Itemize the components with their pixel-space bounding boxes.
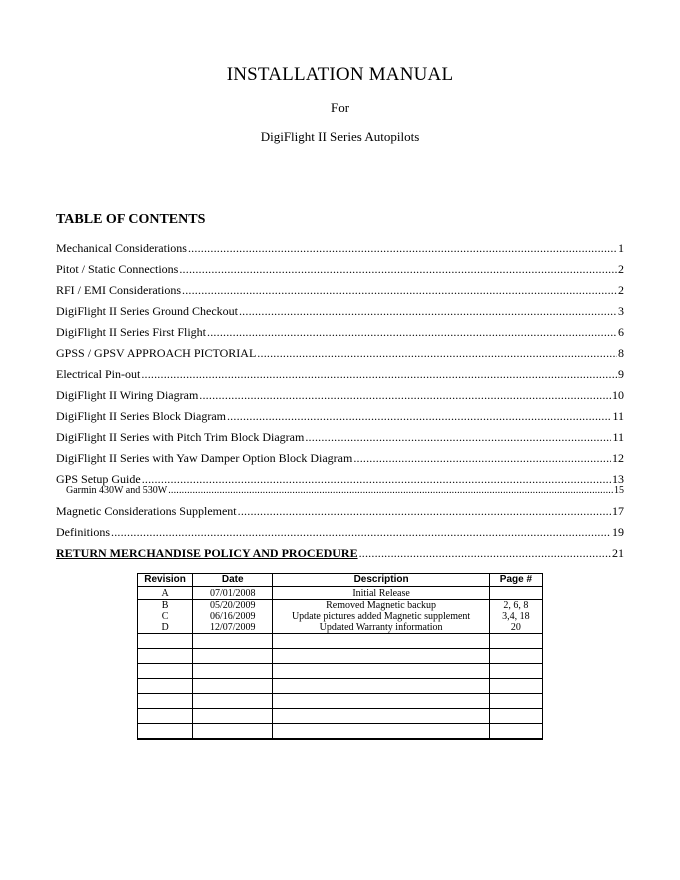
toc-entry[interactable] [56, 366, 624, 387]
empty-table-row [138, 679, 543, 694]
toc-entry[interactable] [56, 387, 624, 408]
empty-table-row [138, 649, 543, 664]
toc-entry[interactable] [56, 303, 624, 324]
toc-entry[interactable] [56, 240, 624, 261]
for-line: For [330, 100, 350, 115]
toc-subentry[interactable] [56, 485, 624, 498]
toc-entry-label: DigiFlight II Series Ground Checkout [56, 304, 238, 318]
description-cell: Updated Warranty information [273, 622, 490, 634]
toc-entry-page: 3 [618, 304, 624, 318]
toc-entry[interactable] [56, 345, 624, 366]
toc-entry-page: 21 [612, 546, 624, 560]
empty-table-row [138, 664, 543, 679]
toc-entry-page: 2 [618, 283, 624, 297]
table-header-row [138, 574, 543, 587]
toc-entry-page: 15 [614, 485, 624, 496]
toc-entry[interactable] [56, 545, 624, 566]
toc-entry-label: Garmin 430W and 530W [66, 485, 168, 496]
toc-leader [168, 485, 613, 496]
description-cell: Initial Release [273, 587, 490, 600]
toc-entry-page: 11 [612, 430, 624, 444]
empty-table-row [138, 709, 543, 724]
toc-leader [188, 240, 617, 256]
toc-entry-label: Pitot / Static Connections [56, 262, 179, 276]
toc-leader [359, 545, 611, 561]
toc-entry-label: GPSS / GPSV APPROACH PICTORIAL [56, 346, 257, 360]
toc-entry-page: 8 [618, 346, 624, 360]
toc-leader [239, 303, 617, 319]
toc-entry-label: DigiFlight II Wiring Diagram [56, 388, 199, 402]
description-cell: Removed Magnetic backup [273, 600, 490, 612]
toc-entry-label: RFI / EMI Considerations [56, 283, 181, 297]
table-row [138, 611, 543, 622]
toc-leader [111, 524, 611, 540]
toc-entry-page: 17 [612, 504, 624, 518]
toc-entry-label: Electrical Pin-out [56, 367, 141, 381]
column-header-page: Page # [489, 574, 542, 587]
toc-entry[interactable] [56, 503, 624, 524]
toc-leader [353, 450, 611, 466]
date-cell: 12/07/2009 [193, 622, 273, 634]
date-cell: 07/01/2008 [193, 587, 273, 600]
toc-entry-page: 12 [612, 451, 624, 465]
toc-entry[interactable] [56, 261, 624, 282]
date-cell: 05/20/2009 [193, 600, 273, 612]
toc-entry[interactable] [56, 324, 624, 345]
column-header-revision: Revision [138, 574, 193, 587]
toc-entry-page: 10 [612, 388, 624, 402]
table-row [138, 587, 543, 600]
toc-entry-label: DigiFlight II Series with Pitch Trim Block Diagram [56, 430, 305, 444]
toc-entry-label: DigiFlight II Series with Yaw Damper Option Block Diagram [56, 451, 353, 465]
toc-leader [199, 387, 611, 403]
revision-cell: C [138, 611, 193, 622]
table-row [138, 622, 543, 634]
page-title: INSTALLATION MANUAL [226, 64, 454, 85]
toc-entry[interactable] [56, 282, 624, 303]
revision-table [137, 573, 543, 740]
column-header-date: Date [193, 574, 273, 587]
toc-entry-label: GPS Setup Guide [56, 472, 141, 486]
toc-leader [305, 429, 611, 445]
toc-entry-label: Definitions [56, 525, 110, 539]
table-row [138, 600, 543, 612]
toc-leader [207, 324, 617, 340]
page-cell: 20 [489, 622, 542, 634]
toc-leader [182, 282, 617, 298]
toc-entry-label: Magnetic Considerations Supplement [56, 504, 237, 518]
toc-entry-page: 11 [612, 409, 624, 423]
toc-entry-label: RETURN MERCHANDISE POLICY AND PROCEDURE [56, 546, 358, 560]
toc-leader [179, 261, 617, 277]
description-cell: Update pictures added Magnetic supplement [273, 611, 490, 622]
date-cell: 06/16/2009 [193, 611, 273, 622]
toc-entry[interactable] [56, 429, 624, 450]
toc-heading: TABLE OF CONTENTS [56, 212, 206, 227]
page-cell: 3,4, 18 [489, 611, 542, 622]
empty-table-row [138, 694, 543, 709]
toc-entry-label: DigiFlight II Series Block Diagram [56, 409, 226, 423]
toc-entry-page: 13 [612, 472, 624, 486]
toc-leader [227, 408, 611, 424]
revision-cell: A [138, 587, 193, 600]
toc-entry[interactable] [56, 408, 624, 429]
toc-entry-page: 1 [618, 241, 624, 255]
page-cell: 2, 6, 8 [489, 600, 542, 612]
page-subtitle: DigiFlight II Series Autopilots [260, 129, 420, 144]
column-header-description: Description [273, 574, 490, 587]
empty-table-row [138, 634, 543, 649]
table-of-contents [56, 240, 624, 566]
toc-entry-page: 6 [618, 325, 624, 339]
revision-cell: D [138, 622, 193, 634]
revision-cell: B [138, 600, 193, 612]
toc-entry[interactable] [56, 450, 624, 471]
toc-leader [257, 345, 617, 361]
toc-entry-page: 19 [612, 525, 624, 539]
page-cell [489, 587, 542, 600]
toc-entry-label: DigiFlight II Series First Flight [56, 325, 207, 339]
toc-leader [141, 366, 617, 382]
toc-entry-page: 2 [618, 262, 624, 276]
toc-leader [238, 503, 611, 519]
toc-entry-page: 9 [618, 367, 624, 381]
empty-table-row [138, 724, 543, 740]
toc-entry[interactable] [56, 524, 624, 545]
toc-entry-label: Mechanical Considerations [56, 241, 187, 255]
